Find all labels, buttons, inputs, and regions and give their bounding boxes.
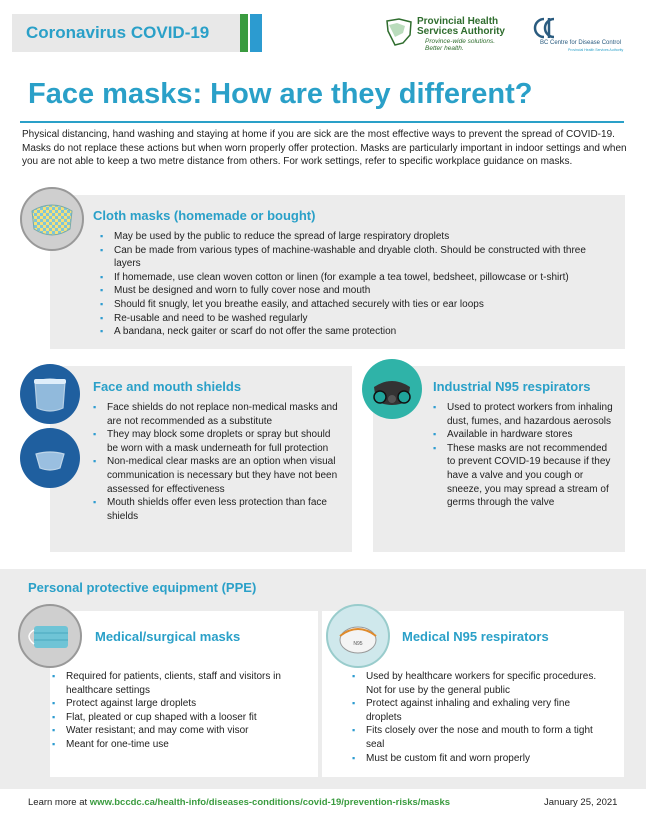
- intro-paragraph: Physical distancing, hand washing and staying at home if you are sick are the most effective ways to prevent the spread of COVID-19. Masks do not replace these actions but when worn properly offer protection. Masks are particularly important in indoor settings and when you are not able to keep a two metre distance from others. For work settings, refer to specific workplace guidance on masks.: [22, 129, 627, 167]
- cloth-masks-list: [100, 230, 605, 339]
- industrial-n95-heading: Industrial N95 respirators: [433, 379, 591, 394]
- medical-n95-heading: Medical N95 respirators: [402, 629, 549, 644]
- n95-mask-icon: [328, 606, 388, 666]
- list-item: ▪ Required for patients, clients, staff and visitors in healthcare settings: [52, 670, 297, 697]
- bccdc-logo: [528, 16, 628, 56]
- surgical-mask-image: [18, 604, 82, 668]
- bc-map-icon: [385, 17, 413, 47]
- medical-masks-heading: Medical/surgical masks: [95, 629, 241, 644]
- list-item: ▪ Must be custom fit and worn properly: [352, 752, 607, 766]
- list-item: ▪ Meant for one-time use: [52, 738, 297, 752]
- page-title: Face masks: How are they different?: [28, 78, 533, 110]
- list-item: ▪ Mouth shields offer even less protection than face shields: [93, 496, 338, 523]
- n95-respirator-image: [326, 604, 390, 668]
- list-item: ▪ These masks are not recommended to prevent COVID-19 because if they have a valve and you cough or sneeze, you may spread a stream of germs through the valve: [433, 442, 613, 510]
- list-item: ▪ Should fit snugly, let you breathe easily, and attached securely with ties or ear loops: [100, 298, 605, 312]
- medical-n95-list: [352, 670, 607, 765]
- green-accent-bar: [240, 14, 248, 52]
- header-title: Coronavirus COVID-19: [26, 23, 210, 42]
- learn-more-label: Learn more at: [28, 797, 88, 808]
- face-shield-icon: [20, 364, 80, 424]
- list-item: ▪ They may block some droplets or spray but should be worn with a mask underneath for full protection: [93, 428, 338, 455]
- face-shield-image: [20, 364, 80, 424]
- footer-learn-more: [28, 797, 450, 808]
- industrial-n95-list: [433, 401, 613, 510]
- bccdc-mark-icon: [528, 16, 568, 40]
- list-item: ▪ Used to protect workers from inhaling dust, fumes, and hazardous aerosols: [433, 401, 613, 428]
- n95-label: N95: [353, 641, 363, 647]
- bccdc-name: BC Centre for Disease Control: [540, 40, 622, 46]
- industrial-respirator-image: [362, 359, 422, 419]
- list-item: ▪ Protect against large droplets: [52, 697, 297, 711]
- cloth-mask-image: [20, 187, 84, 251]
- pha-name: Provincial Health Services Authority: [417, 16, 505, 37]
- bccdc-sub: Provincial Health Services Authority: [568, 48, 624, 52]
- pha-tagline: Province-wide solutions. Better health.: [425, 38, 496, 52]
- pha-logo: [385, 16, 515, 52]
- blue-accent-bar: [250, 14, 262, 52]
- list-item: ▪ Must be designed and worn to fully cover nose and mouth: [100, 284, 605, 298]
- list-item: ▪ Fits closely over the nose and mouth to form a tight seal: [352, 724, 607, 751]
- list-item: ▪ A bandana, neck gaiter or scarf do not offer the same protection: [100, 325, 605, 339]
- list-item: ▪ If homemade, use clean woven cotton or linen (for example a tea towel, bedsheet, pillowcase or t-shirt): [100, 271, 605, 285]
- shields-heading: Face and mouth shields: [93, 379, 242, 394]
- list-item: ▪ Re-usable and need to be washed regularly: [100, 312, 605, 326]
- cloth-mask-icon: [22, 189, 82, 249]
- list-item: ▪ Water resistant; and may come with visor: [52, 724, 297, 738]
- bccdc-masks-link[interactable]: www.bccdc.ca/health-info/diseases-conditions/covid-19/prevention-risks/masks: [89, 797, 451, 808]
- mouth-shield-image: [20, 428, 80, 488]
- list-item: ▪ Face shields do not replace non-medical masks and are not recommended as a substitute: [93, 401, 338, 428]
- list-item: ▪ Flat, pleated or cup shaped with a looser fit: [52, 711, 297, 725]
- list-item: ▪ Protect against inhaling and exhaling very fine droplets: [352, 697, 607, 724]
- respirator-icon: [362, 359, 422, 419]
- surgical-mask-icon: [20, 606, 80, 666]
- list-item: ▪ Non-medical clear masks are an option when visual communication is necessary but they have not been assessed for effectiveness: [93, 455, 338, 496]
- list-item: ▪ May be used by the public to reduce the spread of large respiratory droplets: [100, 230, 605, 244]
- shields-list: [93, 401, 338, 523]
- list-item: ▪ Used by healthcare workers for specific procedures. Not for use by the general public: [352, 670, 607, 697]
- publication-date: January 25, 2021: [544, 797, 618, 808]
- list-item: ▪ Can be made from various types of machine-washable and dryable cloth. Should be constructed with three layers: [100, 244, 605, 271]
- list-item: ▪ Available in hardware stores: [433, 428, 613, 442]
- mouth-shield-icon: [20, 428, 80, 488]
- ppe-heading: Personal protective equipment (PPE): [28, 580, 257, 595]
- cloth-masks-heading: Cloth masks (homemade or bought): [93, 208, 316, 223]
- medical-masks-list: [52, 670, 297, 752]
- title-divider: [20, 121, 624, 123]
- header-band: [12, 14, 240, 52]
